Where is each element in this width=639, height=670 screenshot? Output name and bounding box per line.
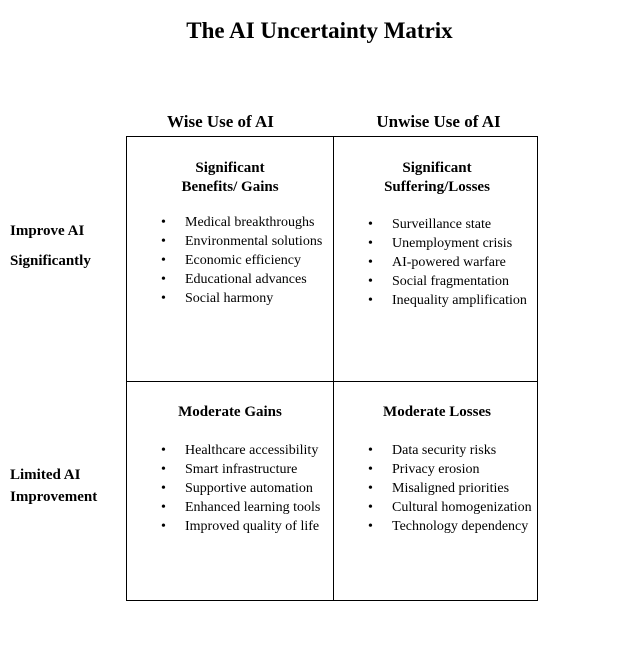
- row-header-limited-line2: Improvement: [10, 489, 98, 505]
- cell-list: [127, 214, 333, 308]
- list-item: • Improved quality of life: [127, 518, 333, 536]
- cell-unwise-limited: [334, 403, 540, 537]
- list-item: • Unemployment crisis: [334, 235, 540, 253]
- cell-wise-limited: [127, 403, 333, 537]
- list-item: • Educational advances: [127, 271, 333, 289]
- list-item: • Supportive automation: [127, 480, 333, 498]
- list-item: • Smart infrastructure: [127, 461, 333, 479]
- column-header-unwise: Unwise Use of AI: [376, 112, 501, 131]
- matrix-title: The AI Uncertainty Matrix: [186, 18, 453, 43]
- list-item: • Cultural homogenization: [334, 499, 540, 517]
- list-item: • Misaligned priorities: [334, 480, 540, 498]
- cell-title: Significant Benefits/ Gains: [181, 160, 279, 195]
- list-item: • Economic efficiency: [127, 252, 333, 270]
- cell-title: Moderate Gains: [178, 404, 282, 420]
- list-item: • Technology dependency: [334, 518, 540, 536]
- list-item: • Enhanced learning tools: [127, 499, 333, 517]
- list-item: • Environmental solutions: [127, 233, 333, 251]
- row-header-improve-line2: Significantly: [10, 253, 91, 269]
- list-item: • Privacy erosion: [334, 461, 540, 479]
- cell-unwise-improve: [334, 159, 540, 311]
- list-item: • AI-powered warfare: [334, 254, 540, 272]
- list-item: • Medical breakthroughs: [127, 214, 333, 232]
- cell-list: [334, 442, 540, 536]
- list-item: • Healthcare accessibility: [127, 442, 333, 460]
- column-header-wise: Wise Use of AI: [167, 112, 274, 131]
- cell-list: [127, 442, 333, 536]
- matrix-grid: [126, 136, 538, 601]
- list-item: • Social fragmentation: [334, 273, 540, 291]
- list-item: • Data security risks: [334, 442, 540, 460]
- row-header-improve: [10, 216, 91, 276]
- cell-wise-improve: [127, 159, 333, 309]
- row-header-improve-line1: Improve AI: [10, 223, 85, 239]
- list-item: • Social harmony: [127, 290, 333, 308]
- cell-title: Moderate Losses: [383, 404, 491, 420]
- row-header-limited-line1: Limited AI: [10, 467, 81, 483]
- cell-list: [334, 216, 540, 310]
- list-item: • Surveillance state: [334, 216, 540, 234]
- row-header-limited: [10, 464, 97, 508]
- cell-title: Significant Suffering/Losses: [384, 160, 490, 195]
- grid-divider-horizontal: [127, 381, 537, 382]
- list-item: • Inequality amplification: [334, 292, 540, 310]
